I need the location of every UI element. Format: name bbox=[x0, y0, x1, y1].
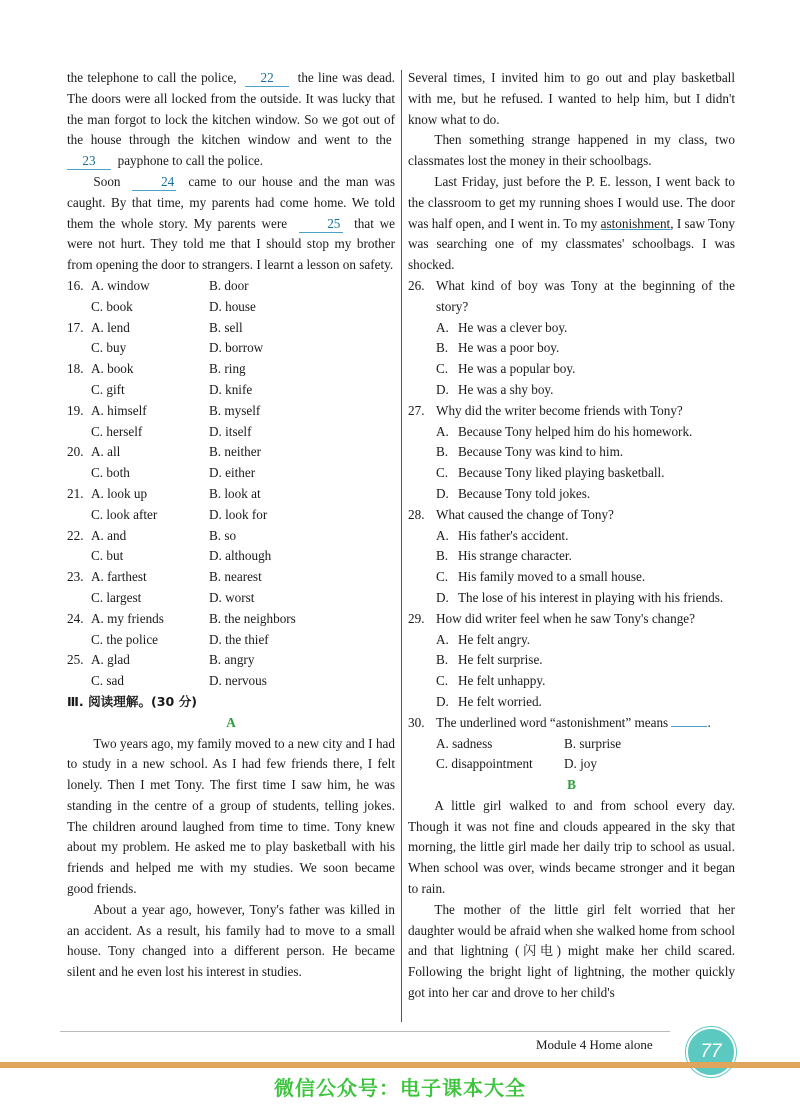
option[interactable]: A. and bbox=[91, 527, 127, 543]
option[interactable]: C. but bbox=[91, 548, 124, 564]
option-row bbox=[67, 630, 395, 651]
passage-paragraph: About a year ago, however, Tony's father was killed in an accident. As a result, his family had to move to a small house. Tony changed into a different person. He became silent and he even lost his interest in studies. bbox=[67, 901, 395, 980]
passage-paragraph: Then something strange happened in my class, two classmates lost the money in their schoolbags. bbox=[408, 132, 735, 169]
option[interactable]: A. His father's accident. bbox=[436, 527, 569, 543]
option[interactable]: D. itself bbox=[209, 423, 252, 439]
option-row bbox=[67, 297, 395, 318]
passage-label-a: A bbox=[226, 714, 236, 730]
option[interactable]: A. book bbox=[91, 361, 134, 377]
option[interactable]: D. house bbox=[209, 298, 256, 314]
answer-blank[interactable] bbox=[671, 726, 707, 727]
option[interactable]: D. borrow bbox=[209, 340, 264, 356]
option[interactable]: B. sell bbox=[209, 319, 243, 335]
option-row bbox=[67, 505, 395, 526]
option-row: 20. A. all B. neither bbox=[67, 442, 395, 463]
option[interactable]: B. Because Tony was kind to him. bbox=[436, 444, 624, 460]
option[interactable]: A. sadness bbox=[436, 735, 493, 751]
option[interactable]: A. farthest bbox=[91, 569, 147, 585]
option[interactable]: D. although bbox=[209, 548, 272, 564]
section-title: Ⅲ. 阅读理解。(30 分) bbox=[67, 693, 198, 709]
page-number: 77 bbox=[686, 1027, 736, 1077]
cloze-blank[interactable]: 23 bbox=[67, 153, 111, 170]
passage-paragraph: Two years ago, my family moved to a new city and I had to study in a new school. As I had few friends there, I felt lonely. Then I met Tony. The first time I saw him, he was standing in the centre of a group of students, telling jokes. The children around laughed from time to time. Tony knew about my problem. He asked me to play basketball with his friends and helped me with my studies. We soon became good friends. bbox=[67, 735, 395, 897]
option[interactable]: D. look for bbox=[209, 506, 268, 522]
option[interactable]: A. himself bbox=[91, 402, 147, 418]
option[interactable]: B. angry bbox=[209, 652, 255, 668]
passage-paragraph: Several times, I invited him to go out and play basketball with me, but he refused. I wanted to help him, but I didn't know what to do. bbox=[408, 70, 735, 127]
option[interactable]: A. look up bbox=[91, 485, 148, 501]
option-row bbox=[67, 422, 395, 443]
option[interactable]: B. neither bbox=[209, 444, 262, 460]
option[interactable]: C. both bbox=[91, 465, 130, 481]
option[interactable]: B. He felt surprise. bbox=[436, 652, 543, 668]
option-row bbox=[67, 380, 395, 401]
option[interactable]: B. myself bbox=[209, 402, 261, 418]
option[interactable]: D. worst bbox=[209, 589, 255, 605]
question: 27. Why did the writer become friends with Tony? bbox=[408, 402, 683, 418]
passage-paragraph: A little girl walked to and from school every day. Though it was not fine and clouds appeared in the sky that morning, the little girl made her daily trip to school as usual. When school was over, winds became stronger and it began to rain. bbox=[408, 797, 735, 897]
question-30: 30. The underlined word “astonishment” means . bbox=[408, 714, 711, 730]
option[interactable]: C. He felt unhappy. bbox=[436, 673, 546, 689]
option-row bbox=[67, 338, 395, 359]
cloze-blank[interactable]: 24 bbox=[132, 174, 176, 191]
option[interactable]: D. knife bbox=[209, 381, 253, 397]
option[interactable]: B. look at bbox=[209, 485, 261, 501]
option[interactable]: D. the thief bbox=[209, 631, 269, 647]
option[interactable]: A. glad bbox=[91, 652, 130, 668]
option[interactable]: B. door bbox=[209, 277, 249, 293]
option[interactable]: A. Because Tony helped him do his homework. bbox=[436, 423, 693, 439]
option[interactable]: C. herself bbox=[91, 423, 143, 439]
option[interactable]: B. the neighbors bbox=[209, 610, 296, 626]
option[interactable]: C. sad bbox=[91, 673, 124, 689]
option[interactable]: C. buy bbox=[91, 340, 127, 356]
option[interactable]: C. His family moved to a small house. bbox=[436, 569, 646, 585]
watermark: 微信公众号：电子课本大全 bbox=[274, 1076, 526, 1100]
option-row: 24. A. my friends B. the neighbors bbox=[67, 609, 395, 630]
passage-paragraph: Soon 24 came to our house and the man was caught. By that time, my parents had come home. We told them the whole story. My parents were 25 that we were not hurt. They told me that I should stop my brother from opening the door to strangers. I learnt a lesson on safety. bbox=[67, 173, 396, 273]
option-row: 16. A. window B. door bbox=[67, 276, 395, 297]
option[interactable]: C. book bbox=[91, 298, 133, 314]
passage-paragraph: the telephone to call the police, 22 the line was dead. The doors were all locked from the outside. It was lucky that the man forgot to lock the kitchen window. So we got out of the house through the kitchen window and went to the 23 payphone to call the police. bbox=[67, 70, 396, 169]
option[interactable]: D. He was a shy boy. bbox=[436, 381, 554, 397]
right-column bbox=[408, 68, 735, 1004]
option[interactable]: D. He felt worried. bbox=[436, 693, 542, 709]
question: 29. How did writer feel when he saw Tony's change? bbox=[408, 610, 696, 626]
option-row: 17. A. lend B. sell bbox=[67, 318, 395, 339]
option[interactable]: B. ring bbox=[209, 361, 246, 377]
question: 26. What kind of boy was Tony at the beginning of the story? bbox=[408, 277, 735, 314]
option[interactable]: C. Because Tony liked playing basketball. bbox=[436, 465, 665, 481]
option[interactable]: D. joy bbox=[564, 756, 597, 772]
cloze-options bbox=[67, 276, 395, 692]
comprehension-questions bbox=[408, 276, 735, 713]
passage-label-b: B bbox=[567, 777, 576, 793]
option-row bbox=[408, 754, 735, 775]
option[interactable]: A. lend bbox=[91, 319, 130, 335]
option[interactable]: A. all bbox=[91, 444, 121, 460]
option[interactable]: C. look after bbox=[91, 506, 158, 522]
option[interactable]: C. the police bbox=[91, 631, 159, 647]
option[interactable]: B. nearest bbox=[209, 569, 262, 585]
left-column bbox=[67, 68, 395, 983]
option-row: 23. A. farthest B. nearest bbox=[67, 567, 395, 588]
option-row: 22. A. and B. so bbox=[67, 526, 395, 547]
option-row bbox=[67, 588, 395, 609]
option[interactable]: D. The lose of his interest in playing with his friends. bbox=[436, 589, 724, 605]
footer-rule bbox=[60, 1031, 670, 1032]
option[interactable]: D. nervous bbox=[209, 673, 267, 689]
option[interactable]: A. window bbox=[91, 277, 150, 293]
option-row bbox=[67, 463, 395, 484]
option[interactable]: B. He was a poor boy. bbox=[436, 340, 560, 356]
option-row bbox=[67, 546, 395, 567]
question: 28. What caused the change of Tony? bbox=[408, 506, 614, 522]
cloze-blank[interactable]: 22 bbox=[245, 70, 289, 87]
option-row bbox=[408, 734, 735, 755]
footer-bar bbox=[0, 1062, 800, 1068]
option[interactable]: B. His strange character. bbox=[436, 548, 572, 564]
column-divider bbox=[401, 70, 402, 1022]
option[interactable]: D. Because Tony told jokes. bbox=[436, 485, 591, 501]
option-row: 25. A. glad B. angry bbox=[67, 650, 395, 671]
option-row: 18. A. book B. ring bbox=[67, 359, 395, 380]
option[interactable]: C. gift bbox=[91, 381, 125, 397]
option[interactable]: B. so bbox=[209, 527, 237, 543]
option-row: 21. A. look up B. look at bbox=[67, 484, 395, 505]
passage-paragraph: The mother of the little girl felt worried that her daughter would be afraid when she walked home from school and that lightning (闪电) might make her child scared. Following the bright light of lightning, the mother quickly got into her car and drove to her child's bbox=[408, 901, 735, 1001]
module-title: Module 4 Home alone bbox=[536, 1037, 653, 1052]
option-row bbox=[67, 671, 395, 692]
option[interactable]: A. He felt angry. bbox=[436, 631, 531, 647]
option[interactable]: B. surprise bbox=[564, 735, 622, 751]
option[interactable]: D. either bbox=[209, 465, 256, 481]
underlined-word: astonishment bbox=[600, 215, 671, 231]
passage-paragraph: Last Friday, just before the P. E. lesson, I went back to the classroom to get my running shoes I would use. The door was half open, and I went in. To my astonishment, I saw Tony was searching one of my classmates' schoolbags. I was shocked. bbox=[408, 173, 736, 273]
option[interactable]: A. my friends bbox=[91, 610, 164, 626]
option[interactable]: C. largest bbox=[91, 589, 142, 605]
cloze-blank[interactable]: 25 bbox=[299, 216, 343, 233]
option[interactable]: C. He was a popular boy. bbox=[436, 361, 576, 377]
option[interactable]: C. disappointment bbox=[436, 756, 533, 772]
option-row: 19. A. himself B. myself bbox=[67, 401, 395, 422]
option[interactable]: A. He was a clever boy. bbox=[436, 319, 568, 335]
